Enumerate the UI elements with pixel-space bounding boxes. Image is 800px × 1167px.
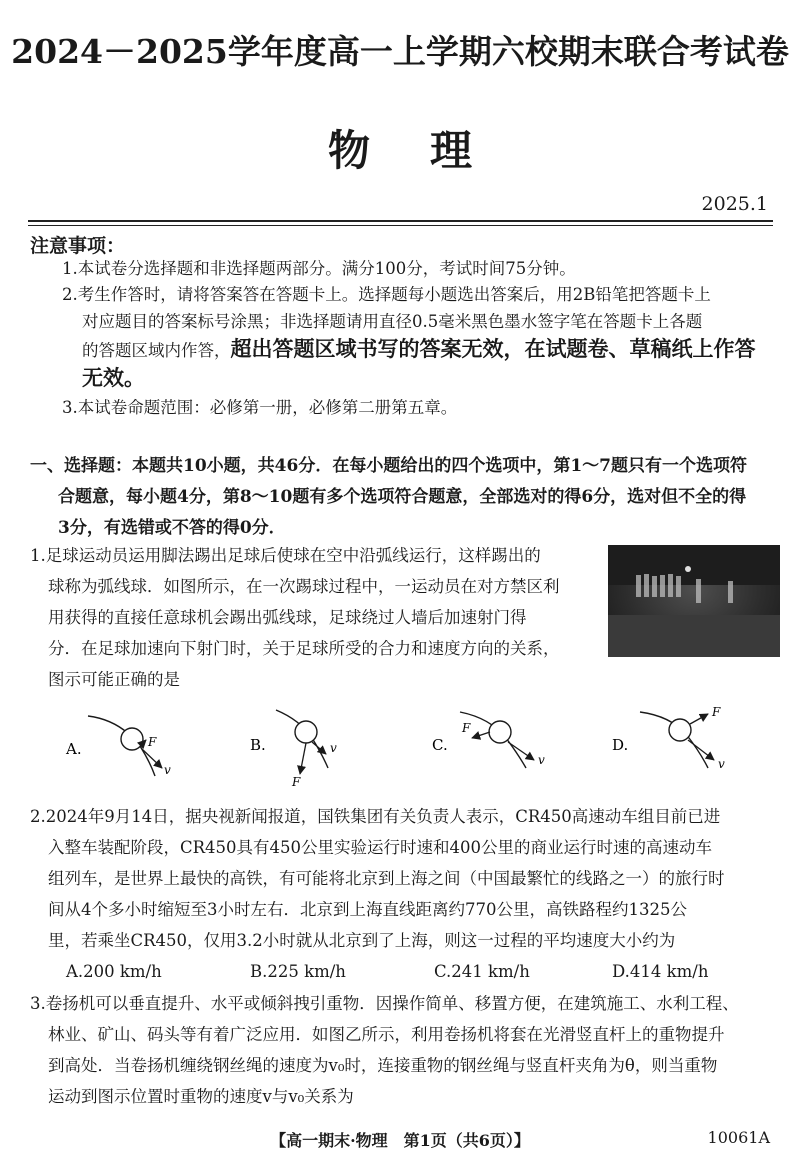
- notice-item-1: 1.本试卷分选择题和非选择题两部分。满分100分，考试时间75分钟。: [62, 259, 576, 278]
- soccer-photo: [608, 545, 780, 657]
- q3-line-3: 到高处．当卷扬机缠绕钢丝绳的速度为v₀时，连接重物的钢丝绳与竖直杆夹角为θ，则当重物: [48, 1056, 718, 1075]
- velocity-arrow-b: [312, 742, 326, 754]
- header-rule-thin: [28, 225, 773, 226]
- section1-line-2: 合题意，每小题4分，第8～10题有多个选项符合题意，全部选对的得6分，选对但不全的得: [58, 487, 747, 507]
- q2-line-4: 间从4个多小时缩短至3小时左右．北京到上海直线距离约770公里，高铁路程约1325公: [48, 900, 687, 919]
- notice-item-2-line-2: 对应题目的答案标号涂黑；非选择题请用直径0.5毫米黑色墨水签字笔在答题卡上各题: [82, 312, 703, 331]
- notice-heading: 注意事项：: [30, 235, 126, 257]
- velocity-arrow-c: [508, 742, 534, 760]
- soccer-photo-art: [608, 545, 780, 657]
- option-d-label: D.: [612, 736, 629, 754]
- force-label-a: F: [148, 735, 157, 749]
- option-a-diagram[interactable]: [65, 716, 171, 777]
- force-arrow-d: [690, 714, 708, 724]
- q2-line-5: 里，若乘坐CR450，仅用3.2小时就从北京到了上海，则这一过程的平均速度大小约为: [48, 931, 676, 950]
- q2-option-a[interactable]: A.200 km/h: [66, 962, 162, 981]
- q2-option-c[interactable]: C.241 km/h: [434, 962, 530, 981]
- option-c-diagram[interactable]: [432, 712, 545, 768]
- velocity-label-b: v: [330, 741, 337, 755]
- ball-b: [295, 721, 317, 743]
- header-rule-thick: [28, 220, 773, 222]
- ball-a: [121, 728, 143, 750]
- q1-line-1: 1.足球运动员运用脚法踢出足球后使球在空中沿弧线运行，这样踢出的: [30, 546, 541, 565]
- notice-item-2-line-4: 无效。: [82, 365, 145, 390]
- q2-line-3: 组列车，是世界上最快的高铁，有可能将北京到上海之间（中国最繁忙的线路之一）的旅行时: [48, 869, 725, 888]
- q2-line-1: 2.2024年9月14日，据央视新闻报道，国铁集团有关负责人表示，CR450高速动车组目前已进: [30, 807, 721, 826]
- q3-line-1: 3.卷扬机可以垂直提升、水平或倾斜拽引重物．因操作简单、移置方便，在建筑施工、水利工程、: [30, 994, 739, 1013]
- paper-code: 10061A: [707, 1128, 770, 1147]
- force-label-c: F: [462, 721, 471, 735]
- subject-title: 物理: [327, 126, 532, 175]
- option-d-diagram[interactable]: [612, 705, 725, 771]
- q1-line-4: 分．在足球加速向下射门时，关于足球所受的合力和速度方向的关系，: [48, 639, 560, 658]
- ball-d: [669, 719, 691, 741]
- q2-option-d[interactable]: D.414 km/h: [612, 962, 709, 981]
- q2-option-b[interactable]: B.225 km/h: [250, 962, 346, 981]
- notice-item-2-line-3: [82, 338, 756, 362]
- q2-line-2: 入整车装配阶段，CR450具有450公里实验运行时速和400公里的商业运行时速的高速动车: [48, 838, 713, 857]
- option-b-label: B.: [250, 736, 266, 754]
- notice-item-2-line-1: 2.考生作答时，请将答案答在答题卡上。选择题每小题选出答案后，用2B铅笔把答题卡上: [62, 285, 711, 304]
- velocity-arrow-d: [688, 740, 714, 760]
- exam-title: 2024－2025学年度高一上学期六校期末联合考试卷: [11, 32, 789, 71]
- notice-item-2-line-3a: 的答题区域内作答，: [82, 341, 231, 360]
- q3-line-2: 林业、矿山、码头等有着广泛应用．如图乙所示，利用卷扬机将套在光滑竖直杆上的重物提升: [48, 1025, 725, 1044]
- notice-item-3: 3.本试卷命题范围：必修第一册，必修第二册第五章。: [62, 398, 458, 417]
- q3-line-4: 运动到图示位置时重物的速度v与v₀关系为: [48, 1087, 354, 1106]
- ball-c: [489, 721, 511, 743]
- velocity-arrow-a: [142, 749, 162, 768]
- velocity-label-a: v: [164, 763, 171, 777]
- velocity-label-c: v: [538, 753, 545, 767]
- option-a-label: A.: [66, 740, 82, 758]
- page-footer: 【高一期末·物理 第1页（共6页）】: [270, 1131, 530, 1150]
- option-b-diagram[interactable]: [250, 710, 337, 789]
- q1-line-2: 球称为弧线球．如图所示，在一次踢球过程中，一运动员在对方禁区利: [48, 577, 560, 596]
- velocity-label-d: v: [718, 757, 725, 771]
- section1-line-1: 一、选择题：本题共10小题，共46分．在每小题给出的四个选项中，第1～7题只有一个选项符: [30, 456, 747, 476]
- notice-warning: 超出答题区域书写的答案无效，在试题卷、草稿纸上作答: [230, 336, 756, 361]
- force-label-b: F: [292, 775, 301, 789]
- q1-options-figure: [60, 702, 760, 790]
- force-arrow-b: [300, 743, 306, 774]
- q1-line-5: 图示可能正确的是: [48, 670, 180, 689]
- q1-line-3: 用获得的直接任意球机会踢出弧线球，足球绕过人墙后加速射门得: [48, 608, 527, 627]
- force-arrow-c: [472, 732, 490, 738]
- force-label-d: F: [712, 705, 721, 719]
- exam-date: 2025.1: [701, 193, 768, 215]
- section1-line-3: 3分，有选错或不答的得0分．: [58, 518, 286, 538]
- option-c-label: C.: [432, 736, 448, 754]
